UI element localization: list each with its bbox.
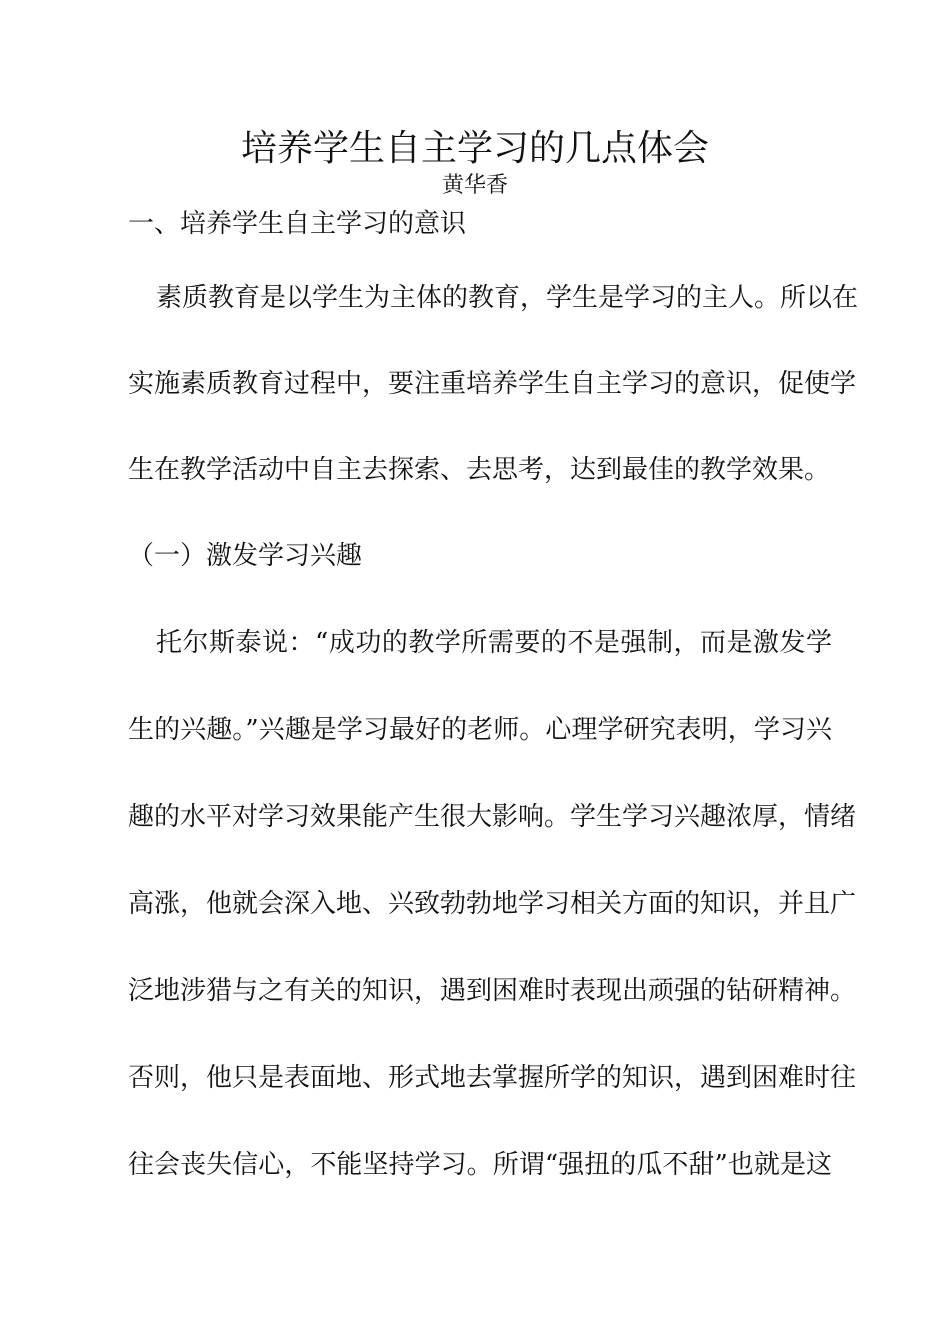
paragraph-line: 高涨，他就会深入地、兴致勃勃地学习相关方面的知识，并且广 <box>128 889 857 919</box>
document-author: 黄华香 <box>441 173 508 198</box>
paragraph-line: 趣的水平对学习效果能产生很大影响。学生学习兴趣浓厚，情绪 <box>128 802 857 832</box>
paragraph-line: 实施素质教育过程中，要注重培养学生自主学习的意识，促使学 <box>128 369 857 399</box>
paragraph-line: 托尔斯泰说：“成功的教学所需要的不是强制，而是激发学 <box>156 628 832 658</box>
document-title: 培养学生自主学习的几点体会 <box>240 128 709 169</box>
paragraph-line: 泛地涉猎与之有关的知识，遇到困难时表现出顽强的钻研精神。 <box>128 976 857 1006</box>
paragraph-line: 生在教学活动中自主去探索、去思考，达到最佳的教学效果。 <box>128 455 831 485</box>
paragraph-line: 生的兴趣。”兴趣是学习最好的老师。心理学研究表明，学习兴 <box>128 715 832 745</box>
subsection-heading: （一）激发学习兴趣 <box>128 541 363 571</box>
paragraph-line: 素质教育是以学生为主体的教育，学生是学习的主人。所以在 <box>156 283 859 313</box>
paragraph-line: 往会丧失信心，不能坚持学习。所谓“强扭的瓜不甜”也就是这 <box>128 1150 832 1180</box>
paragraph-line: 否则，他只是表面地、形式地去掌握所学的知识，遇到困难时往 <box>128 1063 857 1093</box>
section-heading: 一、培养学生自主学习的意识 <box>128 209 467 239</box>
